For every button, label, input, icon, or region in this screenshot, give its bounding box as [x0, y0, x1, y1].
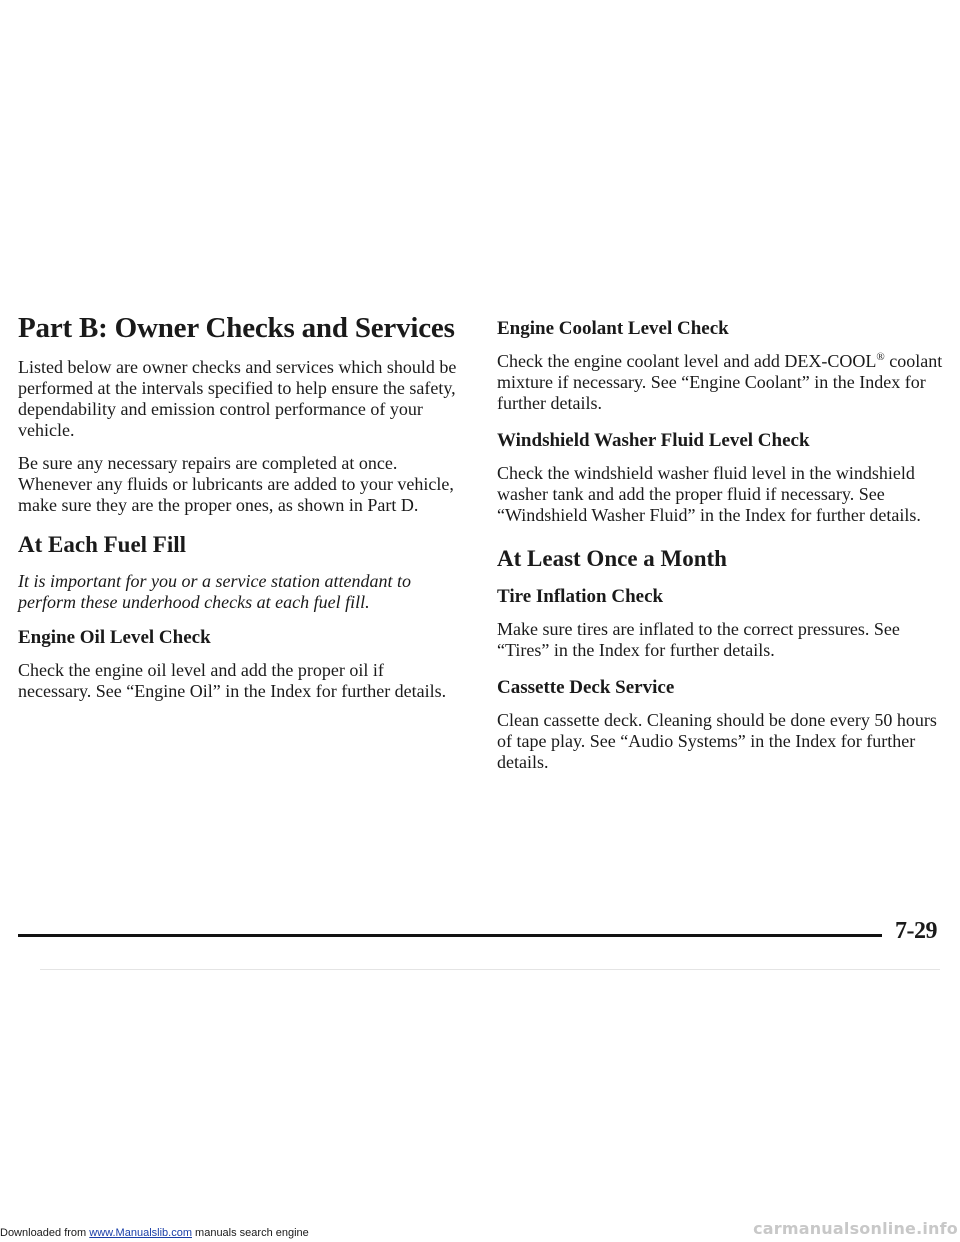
intro-paragraph-1: Listed below are owner checks and services which should be performed at the intervals specified to help ensure the safety, dependability and emission control performance of your vehicle.: [18, 357, 457, 441]
coolant-text: [497, 351, 943, 414]
top-margin: [0, 0, 960, 272]
left-column: [18, 312, 458, 714]
section-heading-monthly: At Least Once a Month: [497, 545, 727, 571]
page-number: 7-29: [895, 918, 937, 944]
intro-paragraph-2: Be sure any necessary repairs are completed at once. Whenever any fluids or lubricants are added to your vehicle, make sure they are the proper ones, as shown in Part D.: [18, 453, 454, 516]
coolant-text-start: Check the engine coolant level and add DEX-COOL: [497, 350, 877, 371]
engine-oil-heading: Engine Oil Level Check: [18, 626, 211, 648]
fuel-fill-note: It is important for you or a service station attendant to perform these underhood checks at each fuel fill.: [18, 570, 411, 612]
engine-oil-text: Check the engine oil level and add the proper oil if necessary. See “Engine Oil” in the Index for further details.: [18, 659, 447, 701]
washer-fluid-text: Check the windshield washer fluid level in the windshield washer tank and add the proper fluid if necessary. See “Windshield Washer Fluid” in the Index for further details.: [497, 462, 921, 525]
watermark-text: carmanualsonline.info: [753, 1219, 958, 1238]
washer-fluid-heading: Windshield Washer Fluid Level Check: [497, 429, 810, 451]
footer-rule: [18, 934, 882, 937]
faint-rule: [40, 969, 940, 970]
footer-suffix: manuals search engine: [191, 1227, 309, 1239]
cassette-heading: Cassette Deck Service: [497, 676, 675, 698]
registered-mark: ®: [876, 350, 885, 363]
coolant-heading: Engine Coolant Level Check: [497, 318, 729, 339]
manualslib-link[interactable]: www.Manualslib.com: [89, 1227, 192, 1239]
section-heading-fuel-fill: At Each Fuel Fill: [18, 532, 187, 558]
tire-inflation-heading: Tire Inflation Check: [497, 586, 664, 608]
right-column: [497, 318, 943, 785]
footer-prefix: Downloaded from: [0, 1227, 90, 1239]
footer-source: [0, 1224, 309, 1242]
coolant-text-end: coolant mixture if necessary. See “Engine Coolant” in the Index for further details.: [497, 350, 943, 413]
cassette-text: Clean cassette deck. Cleaning should be done every 50 hours of tape play. See “Audio Systems” in the Index for further details.: [497, 709, 937, 772]
tire-inflation-text: Make sure tires are inflated to the correct pressures. See “Tires” in the Index for further details.: [497, 618, 900, 660]
page-title: Part B: Owner Checks and Services: [18, 312, 455, 344]
download-footer: [0, 1219, 960, 1242]
